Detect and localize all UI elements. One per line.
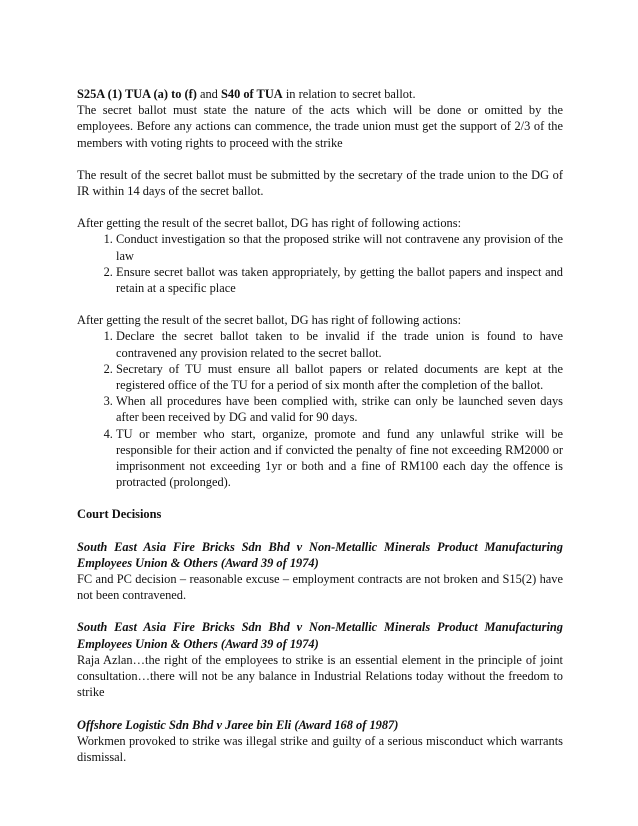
dg-actions-list-2	[77, 328, 563, 490]
reference-rest: in relation to secret ballot.	[282, 87, 416, 101]
dg-actions-intro-2: After getting the result of the secret ballot, DG has right of following actions:	[77, 313, 462, 328]
document-page	[77, 86, 563, 765]
case-title: Offshore Logistic Sdn Bhd v Jaree bin Eli (Award 168 of 1987)	[77, 717, 399, 732]
reference-s25a: S25A (1) TUA (a) to (f)	[77, 87, 197, 101]
secret-ballot-paragraph: The secret ballot must state the nature of the acts which will be done or omitted by the employees. Before any actions can commence, the trade union must get the support of 2/3 of the members with voting rights to proceed with the strike	[77, 103, 563, 150]
list-item: 2. Secretary of TU must ensure all ballot papers or related documents are kept at the registered office of the TU for a period of six month after the completion of the ballot.	[116, 361, 563, 393]
case-text: Raja Azlan…the right of the employees to strike is an essential element in the principle of joint consultation…there will not be any balance in Industrial Relations today without the freedom to strike	[77, 652, 563, 700]
case-text: Workmen provoked to strike was illegal strike and guilty of a serious misconduct which warrants dismissal.	[77, 733, 563, 764]
list-item: 1. Declare the secret ballot taken to be invalid if the trade union is found to have contravened any provision related to the secret ballot.	[116, 328, 563, 360]
reference-s40: S40 of TUA	[220, 87, 283, 101]
dg-actions-list-1	[77, 231, 563, 296]
court-decisions-heading: Court Decisions	[77, 507, 162, 522]
secret-ballot-reference	[77, 86, 563, 102]
case-title: South East Asia Fire Bricks Sdn Bhd v Non-Metallic Minerals Product Manufacturing Employees Union & Others (Award 39 of 1974)	[77, 620, 563, 651]
ballot-result-paragraph: The result of the secret ballot must be submitted by the secretary of the trade union to the DG of IR within 14 days of the secret ballot.	[77, 167, 563, 199]
dg-actions-intro-1: After getting the result of the secret ballot, DG has right of following actions:	[77, 216, 462, 231]
list-item: 4. TU or member who start, organize, promote and fund any unlawful strike will be responsible for their action and if convicted the penalty of fine not exceeding RM2000 or imprisonment not exceeding 1yr or both and a fine of RM100 each day the offence is protracted (prolonged).	[116, 426, 563, 491]
reference-and: and	[196, 87, 221, 101]
list-item: 2. Ensure secret ballot was taken appropriately, by getting the ballot papers and inspect and retain at a specific place	[116, 264, 563, 296]
list-item: 1. Conduct investigation so that the proposed strike will not contravene any provision of the law	[116, 231, 563, 263]
case-title: South East Asia Fire Bricks Sdn Bhd v Non-Metallic Minerals Product Manufacturing Employees Union & Others (Award 39 of 1974)	[77, 539, 563, 570]
list-item: 3. When all procedures have been complied with, strike can only be launched seven days after been received by DG and valid for 90 days.	[116, 393, 563, 425]
case-text: FC and PC decision – reasonable excuse – employment contracts are not broken and S15(2) have not been contravened.	[77, 572, 563, 603]
